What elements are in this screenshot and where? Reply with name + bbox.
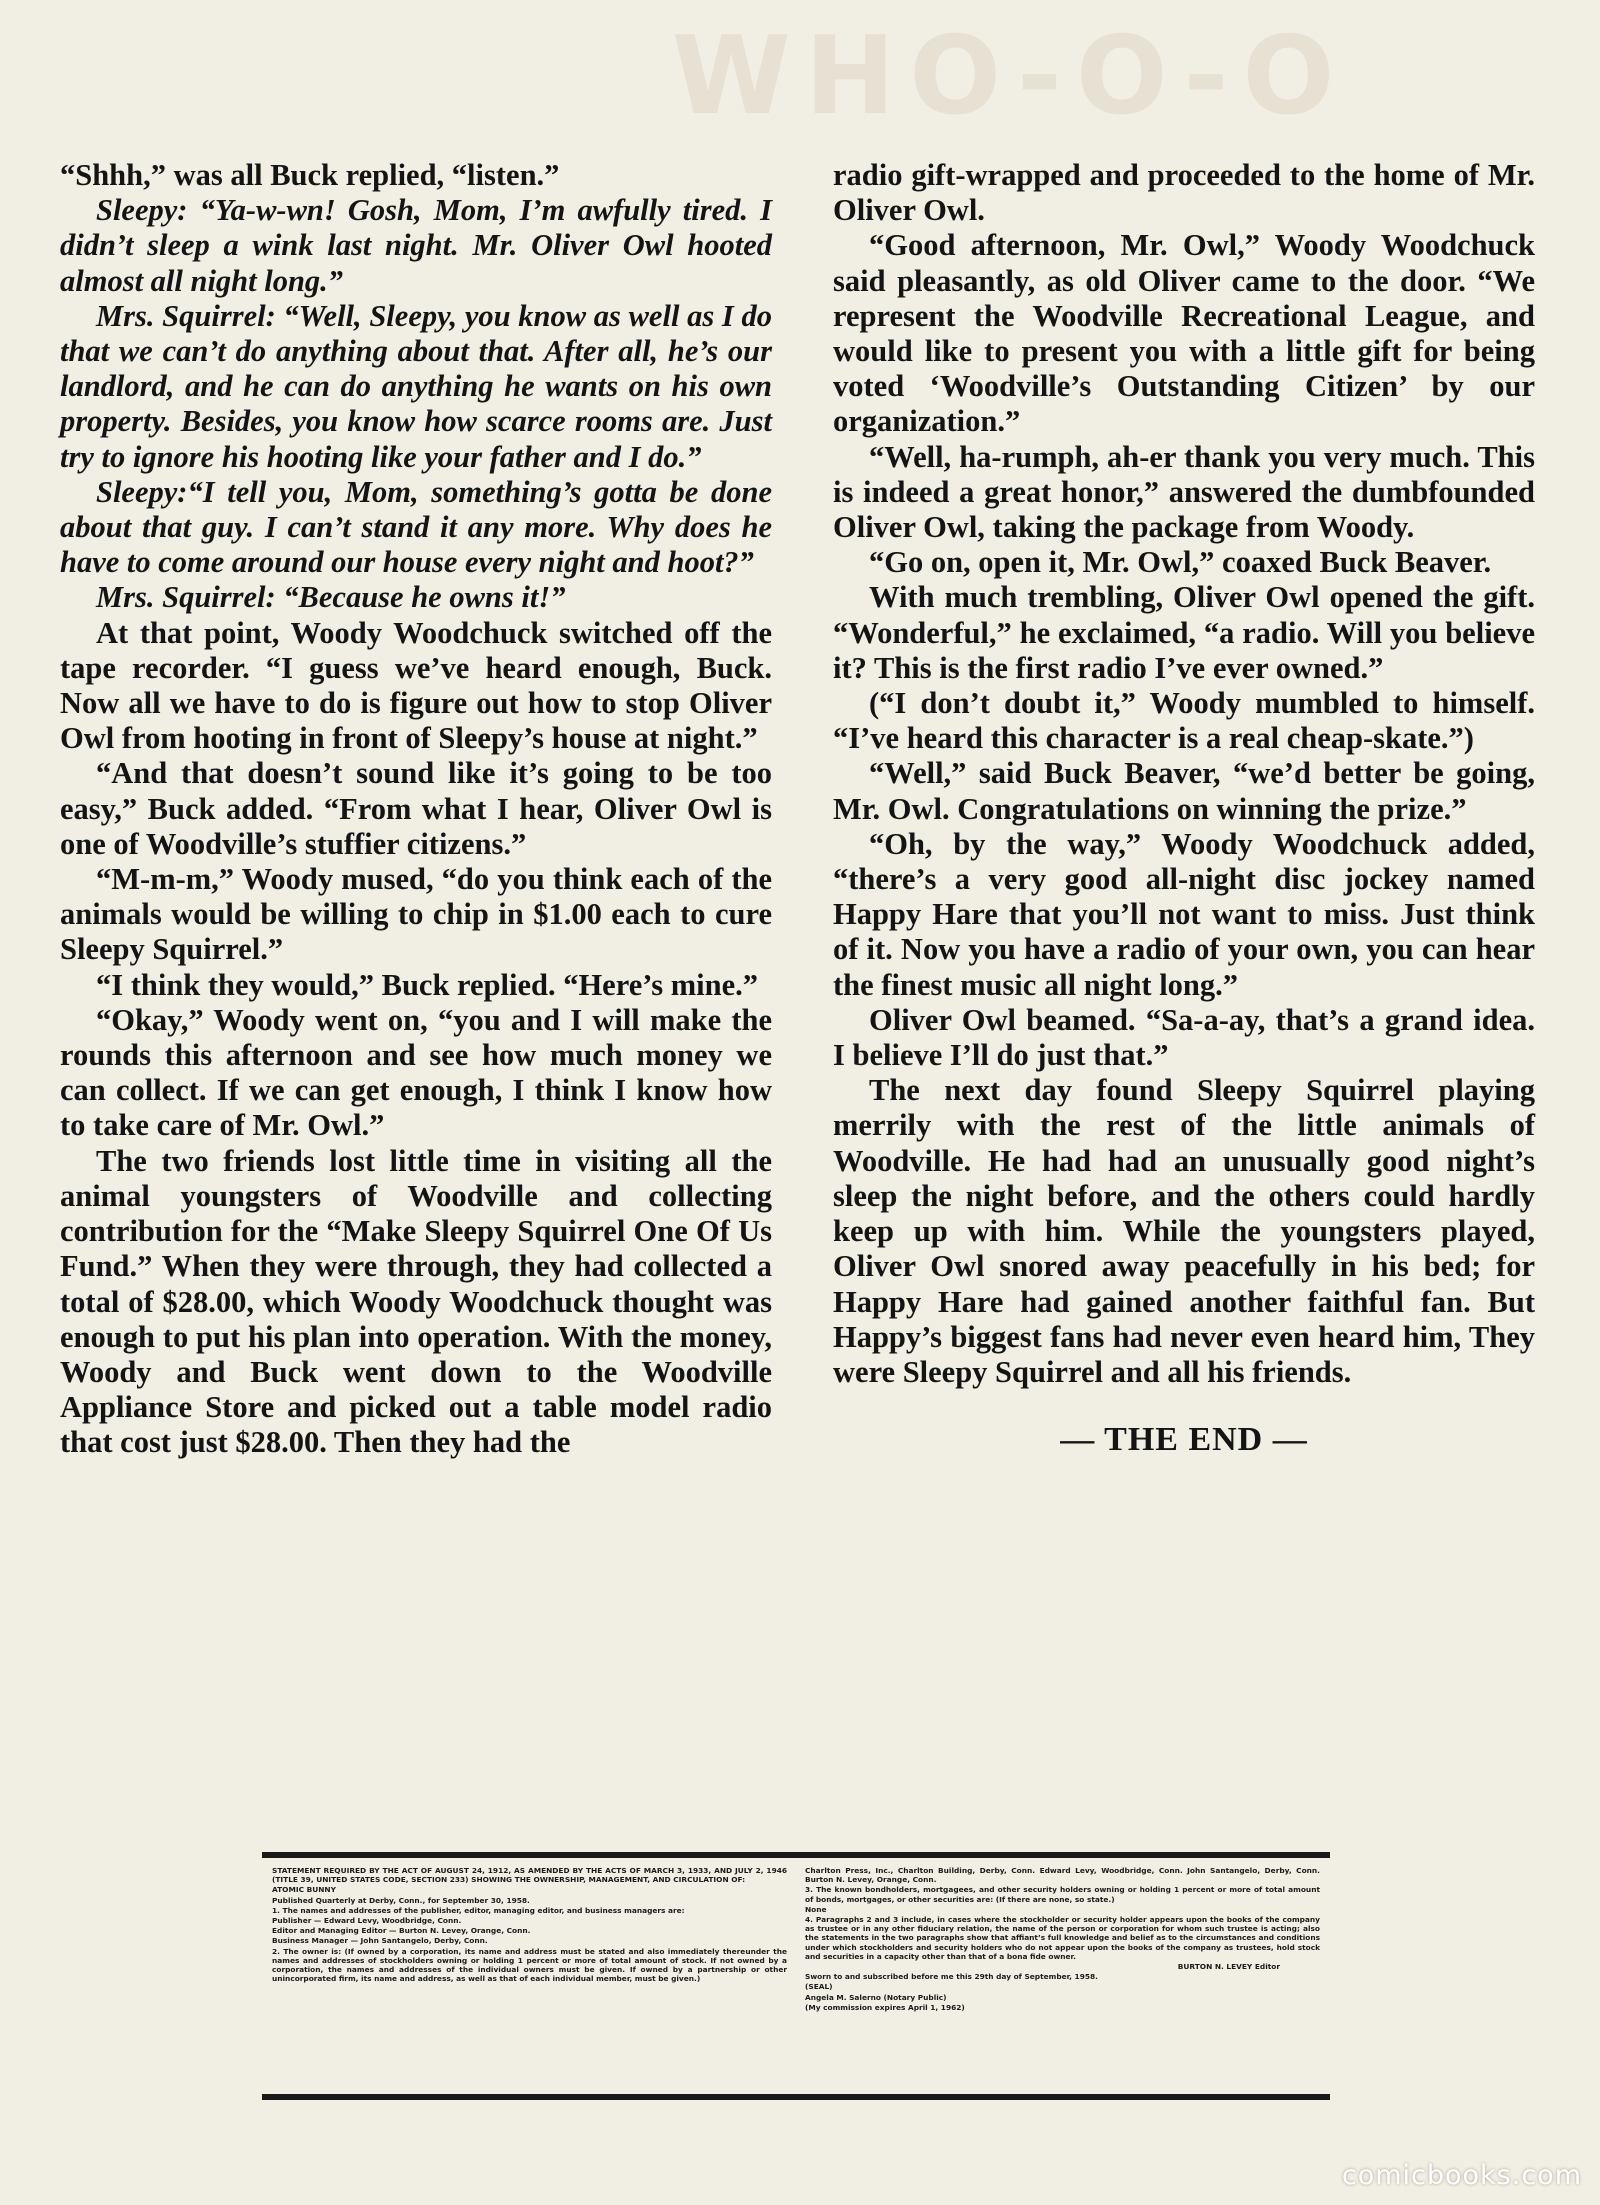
story-paragraph: With much trembling, Oliver Owl opened the gift. “Wonderful,” he exclaimed, “a radio. Will you believe it? This is the first radio I’ve ever owned.” <box>833 580 1535 685</box>
story-paragraph: “Okay,” Woody went on, “you and I will make the rounds this afternoon and see how much money we can collect. If we can get enough, I think I know how to take care of Mr. Owl.” <box>60 1002 772 1143</box>
story-paragraph: Oliver Owl beamed. “Sa-a-ay, that’s a grand idea. I believe I’ll do just that.” <box>833 1002 1535 1073</box>
story-paragraph: (“I don’t doubt it,” Woody mumbled to himself. “I’ve heard this character is a real cheap-skate.”) <box>833 686 1535 756</box>
right-text-column <box>833 158 1535 1457</box>
story-paragraph: “Well,” said Buck Beaver, “we’d better be going, Mr. Owl. Congratulations on winning the prize.” <box>833 756 1535 826</box>
statement-left-column <box>272 1866 787 2086</box>
statement-item-2: 2. The owner is: (If owned by a corporation, its name and address must be stated and also immediately thereunder the names and addresses of stockholders owning or holding 1 percent or more of total amount of stock. If not owned by a corporation, the names and addresses of the individual owners must be given. If owned by a partnership or other unincorporated firm, its name and address, as well as that of each individual member, must be given.) <box>272 1946 787 1984</box>
story-paragraph: “I think they would,” Buck replied. “Here’s mine.” <box>96 967 759 1002</box>
statement-item-3: 3. The known bondholders, mortgagees, and other security holders owning or holding 1 percent or more of total amount of bonds, mortgages, or other securities are: (If there are none, so state.) <box>805 1885 1320 1904</box>
statement-heading: STATEMENT REQUIRED BY THE ACT OF AUGUST 24, 1912, AS AMENDED BY THE ACTS OF MARCH 3, 1933, AND JULY 2, 1946 (TITLE 39, UNITED STATES CODE, SECTION 233) SHOWING THE OWNERSHIP, MANAGEMENT, AND CIRCULATION OF: <box>272 1866 787 1885</box>
story-paragraph: “Oh, by the way,” Woody Woodchuck added, “there’s a very good all-night disc jockey named Happy Hare that you’ll not want to miss. Just think of it. Now you have a radio of your own, you can hear the finest music all night long.” <box>833 826 1535 1002</box>
story-paragraph: “And that doesn’t sound like it’s going to be too easy,” Buck added. “From what I hear, Oliver Owl is one of Woodville’s stuffier citizens.” <box>60 756 772 861</box>
statement-published: Published Quarterly at Derby, Conn., for September 30, 1958. <box>272 1895 530 1905</box>
story-paragraph: Mrs. Squirrel: “Because he owns it!” <box>96 580 566 615</box>
statement-none: None <box>805 1904 827 1914</box>
the-end-label: — THE END — <box>1060 1421 1308 1459</box>
story-paragraph: “Go on, open it, Mr. Owl,” coaxed Buck Beaver. <box>869 545 1492 580</box>
statement-commission: (My commission expires April 1, 1962) <box>805 2002 965 2012</box>
statement-owners: Charlton Press, Inc., Charlton Building, Derby, Conn. Edward Levy, Woodbridge, Conn. John Santangelo, Derby, Conn. Burton N. Levey, Orange, Conn. <box>805 1866 1320 1885</box>
story-paragraph: radio gift-wrapped and proceeded to the home of Mr. Oliver Owl. <box>833 158 1535 228</box>
story-paragraph: Sleepy: “Ya-w-wn! Gosh, Mom, I’m awfully tired. I didn’t sleep a wink last night. Mr. Oliver Owl hooted almost all night long.” <box>60 193 772 298</box>
statement-signer: BURTON N. LEVEY Editor <box>1177 1962 1280 1972</box>
story-paragraph: Mrs. Squirrel: “Well, Sleepy, you know as well as I do that we can’t do anything about that. After all, he’s our landlord, and he can do anything he wants on his own property. Besides, you know how scarce rooms are. Just try to ignore his hooting like your father and I do.” <box>60 298 772 474</box>
right-column-paragraphs <box>833 158 1535 1390</box>
site-watermark: comicbooks.com <box>1341 2160 1582 2191</box>
statement-item-1: 1. The names and addresses of the publisher, editor, managing editor, and business managers are: <box>272 1905 685 1915</box>
story-paragraph: The next day found Sleepy Squirrel playing merrily with the rest of the little animals of Woodville. He had had an unusually good night’s sleep the night before, and the others could hardly keep up with him. While the youngsters played, Oliver Owl snored away peacefully in his bed; for Happy Hare had gained another faithful fan. But Happy’s biggest fans had never even heard him, They were Sleepy Squirrel and all his friends. <box>833 1073 1535 1389</box>
story-paragraph: “Shhh,” was all Buck replied, “listen.” <box>60 158 560 192</box>
ownership-statement <box>262 1852 1330 2100</box>
story-paragraph: The two friends lost little time in visiting all the animal youngsters of Woodville and collecting contribution for the “Make Sleepy Squirrel One Of Us Fund.” When they were through, they had collected a total of $28.00, which Woody Woodchuck thought was enough to put his plan into operation. With the money, Woody and Buck went down to the Woodville Appliance Store and picked out a table model radio that cost just $28.00. Then they had the <box>60 1143 772 1460</box>
statement-editor: Editor and Managing Editor — Burton N. Levey, Orange, Conn. <box>272 1926 531 1936</box>
statement-right-column <box>805 1866 1320 2086</box>
statement-item-4: 4. Paragraphs 2 and 3 include, in cases where the stockholder or security holder appears upon the books of the company as trustee or in any other fiduciary relation, the name of the person or corporation for whom such trustee is acting; also the statements in the two paragraphs show that affiant’s full knowledge and belief as to the circumstances and conditions under which stockholders and security holders who do not appear upon the books of the company as trustees, hold stock and securities in a capacity other than that of a bona fide owner. <box>805 1915 1320 1961</box>
statement-sworn: Sworn to and subscribed before me this 29th day of September, 1958. <box>805 1972 1098 1982</box>
statement-publication: ATOMIC BUNNY <box>272 1885 336 1895</box>
left-text-column <box>60 158 772 1461</box>
statement-seal: (SEAL) <box>805 1982 833 1992</box>
statement-publisher: Publisher — Edward Levy, Woodbridge, Conn. <box>272 1916 462 1926</box>
story-paragraph: “M-m-m,” Woody mused, “do you think each of the animals would be willing to chip in $1.00 each to cure Sleepy Squirrel.” <box>60 862 772 967</box>
faded-bleedthrough-title: WHO-O-O <box>671 14 1349 139</box>
story-paragraph: “Well, ha-rumph, ah-er thank you very much. This is indeed a great honor,” answered the dumbfounded Oliver Owl, taking the package from Woody. <box>833 439 1535 545</box>
story-paragraph: Sleepy:“I tell you, Mom, something’s gotta be done about that guy. I can’t stand it any more. Why does he have to come around our house every night and hoot?” <box>60 474 772 580</box>
statement-business-manager: Business Manager — John Santangelo, Derby, Conn. <box>272 1936 488 1946</box>
story-paragraph: At that point, Woody Woodchuck switched off the tape recorder. “I guess we’ve heard enough, Buck. Now all we have to do is figure out how to stop Oliver Owl from hooting in front of Sleepy’s house at night.” <box>60 615 772 756</box>
statement-notary: Angela M. Salerno (Notary Public) <box>805 1992 947 2002</box>
story-paragraph: “Good afternoon, Mr. Owl,” Woody Woodchuck said pleasantly, as old Oliver came to the door. “We represent the Woodville Recreational League, and would like to present you with a little gift for being voted ‘Woodville’s Outstanding Citizen’ by our organization.” <box>833 228 1535 439</box>
